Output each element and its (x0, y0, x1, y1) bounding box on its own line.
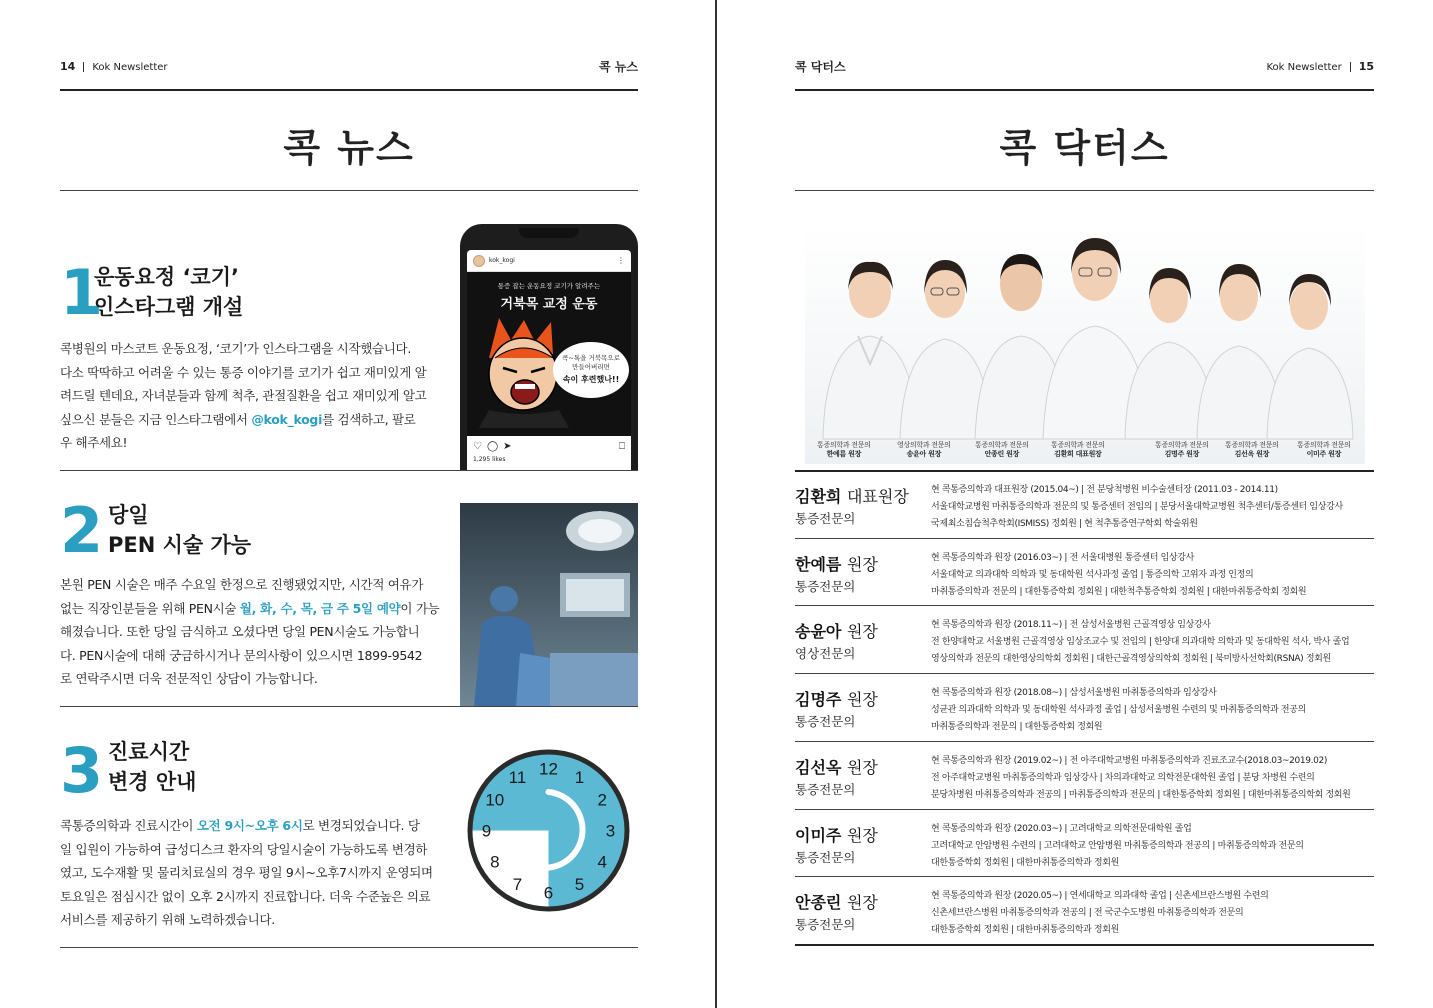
photo-caption (1297, 441, 1351, 459)
clock-number: 6 (543, 883, 554, 903)
photo-caption (817, 441, 871, 459)
headline-line: 당일 (108, 503, 149, 527)
career-line: 마취통증의학과 전문의 | 대한통증학회 정회원 (931, 722, 1103, 733)
caption-title: 통증의학과 전문의 (1297, 441, 1351, 449)
body-text: 였고, 도수재활 및 물리치료실의 경우 평일 9시~오후7시까지 운영되며 (60, 865, 433, 880)
photo-caption (975, 441, 1029, 459)
caption-name: 김선옥 원장 (1234, 450, 1270, 458)
body-text: 해졌습니다. 또한 당일 금식하고 오셨다면 당일 PEN시술도 가능합니 (60, 624, 420, 639)
clock-number: 12 (539, 759, 558, 779)
caption-title: 영상의학과 전문의 (897, 441, 951, 449)
doctor-rule (795, 538, 1374, 539)
right-page (795, 0, 1374, 1008)
clock-illustration (466, 748, 631, 913)
phone-screen (467, 250, 631, 471)
body-line (60, 361, 440, 385)
doctor-name-text: 한예름 (795, 554, 847, 574)
publication-name: Kok Newsletter (1266, 61, 1342, 73)
clock-number: 2 (597, 790, 607, 810)
doctor-name (795, 890, 878, 913)
career-line: 현 콕통증의학과 원장 (2020.05~) | 연세대학교 의과대학 졸업 | 신촌세브란스병원 수련의 (931, 891, 1269, 902)
career-line: 현 콕통증의학과 원장 (2018.11~) | 전 삼성서울병원 근골격영상 임상강사 (931, 620, 1211, 631)
doctor-rule (795, 741, 1374, 742)
body-text: 싶으신 분들은 지금 인스타그램에서 (60, 411, 252, 427)
avatar (473, 255, 485, 267)
photo-caption (1155, 441, 1209, 459)
body-line (60, 814, 442, 838)
publication-name: Kok Newsletter (92, 61, 168, 73)
clock-number: 1 (574, 767, 585, 787)
doctor-name-text: 김환희 (795, 487, 847, 506)
post-subtitle: 통증 잡는 운동요정 코기가 알려주는 (497, 282, 601, 290)
doctor-name (795, 755, 878, 778)
title-rule (795, 190, 1374, 191)
bubble-line: 콕~톡을 거북목으로 (562, 354, 620, 362)
header-rule (60, 89, 638, 91)
headline-line: 인스타그램 개설 (94, 295, 244, 319)
news-number: 3 (60, 734, 104, 807)
highlight-text: 오전 9시~오후 6시 (196, 818, 303, 833)
running-head (60, 56, 638, 76)
caption-name: 김명주 원장 (1164, 450, 1200, 458)
news-body (60, 337, 440, 455)
body-text: 없는 직장인분들을 위해 PEN시술 (60, 600, 240, 616)
doctor-name (795, 687, 878, 710)
career-line: 현 콕통증의학과 원장 (2018.08~) | 삼성서울병원 마취통증의학과 임상강사 (931, 688, 1217, 699)
instagram-post-image (467, 272, 631, 436)
body-text: 로 변경되었습니다. 당 (302, 818, 420, 833)
news-headline (108, 737, 196, 797)
doctor-rule (795, 673, 1374, 674)
doctor-role: 대표원장 (846, 487, 909, 506)
bubble-line: 속이 후련했나!! (562, 375, 620, 385)
highlight-text: @kok_kogi (251, 411, 323, 427)
section-label: 콕 뉴스 (599, 59, 638, 74)
career-line: 대한통증학회 정회원 | 대한마취통증의학과 정회원 (931, 857, 1119, 868)
doctors-group-photo (805, 224, 1365, 464)
doctor-rule (795, 809, 1374, 810)
page-folio (60, 60, 168, 73)
page-title: 콕 닥터스 (999, 126, 1170, 170)
doctor-role: 원장 (846, 893, 878, 913)
caption-name: 이미주 원장 (1306, 450, 1342, 458)
folio-divider (1350, 62, 1351, 72)
career-line: 분당차병원 마취통증의학과 전공의 | 마취통증의학과 전문의 | 대한통증학회 정회원 | 대한마취통증의학회 정회원 (931, 789, 1351, 800)
body-line (60, 667, 445, 691)
doctor-career (931, 888, 1374, 939)
career-line: 국제최소침습척추학회(ISMISS) 정회원 | 현 척추통증연구학회 학술위원 (931, 519, 1198, 529)
career-line: 전 한양대학교 서울병원 근골격영상 임상조교수 및 전임의 | 한양대 의과대학 의학과 및 동대학원 석사, 박사 졸업 (931, 637, 1350, 648)
body-line (60, 885, 442, 909)
body-text: 다. PEN시술에 대해 궁금하시거나 문의사항이 있으시면 1899-9542 (60, 647, 423, 663)
body-text: 콕병원의 마스코트 운동요정, ‘코기’가 인스타그램을 시작했습니다. (60, 341, 411, 356)
page-number: 15 (1358, 59, 1374, 73)
body-line (60, 573, 445, 597)
page-folio (1266, 60, 1374, 73)
career-line: 대한통증학회 정회원 | 대한마취통증의학과 정회원 (931, 925, 1119, 936)
doctor-career (931, 685, 1374, 736)
headline-line: PEN 시술 가능 (108, 533, 252, 557)
doctor-name (795, 619, 878, 642)
headline-line: 진료시간 (108, 740, 190, 764)
more-icon: ⋮ (617, 256, 625, 265)
headline-line: 운동요정 ‘코기’ (94, 265, 239, 289)
career-line: 현 콕통증의학과 원장 (2016.03~) | 전 서울대병원 통증센터 임상강사 (931, 552, 1194, 563)
body-text: 토요일은 점심시간 없이 오후 2시까지 진료합니다. 더욱 수준높은 의료 (60, 888, 431, 904)
body-line (60, 337, 440, 361)
body-line (60, 431, 440, 455)
clock-number: 11 (508, 767, 527, 787)
photo-caption (1051, 441, 1105, 459)
clock-number: 5 (574, 875, 585, 895)
career-line: 마취통증의학과 전문의 | 대한통증학회 정회원 | 대한척추통증학회 정회원 | 대한마취통증학회 정회원 (931, 586, 1307, 597)
clock-number: 8 (490, 852, 500, 872)
career-line: 성균관 의과대학 의학과 및 동대학원 석사과정 졸업 | 삼성서울병원 수련의 및 마취통증의학과 전공의 (931, 705, 1306, 716)
instagram-account: kok_kogi (489, 257, 515, 264)
doctor-career (931, 482, 1374, 533)
caption-title: 통증의학과 전문의 (1051, 441, 1105, 449)
section-label: 콕 닥터스 (795, 59, 846, 74)
doctor-role: 원장 (846, 757, 878, 777)
body-text: 려드릴 텐데요, 자녀분들과 함께 척추, 관절질환을 쉽고 재미있게 알고 (60, 388, 427, 403)
header-rule (795, 89, 1374, 91)
body-text: 를 검색하고, 팔로 (322, 411, 416, 427)
clock-number: 9 (481, 821, 492, 841)
career-line: 고려대학교 안암병원 수련의 | 고려대학교 안암병원 마취통증의학과 전공의 | 마취통증의학과 전문의 (931, 840, 1304, 851)
running-head (795, 56, 1374, 76)
doctor-role: 원장 (846, 554, 878, 574)
news-body (60, 573, 445, 691)
doctor-name (795, 823, 878, 846)
doctor-rule (795, 944, 1374, 946)
body-text: 서비스를 제공하기 위해 노력하겠습니다. (60, 912, 275, 927)
surgery-photo (460, 503, 638, 707)
instagram-actions (467, 436, 631, 456)
caption-name: 안종린 원장 (984, 450, 1020, 458)
career-line: 전 아주대학교병원 마취통증의학과 임상강사 | 차의과대학교 의학전문대학원 졸업 | 분당 차병원 수련의 (931, 772, 1315, 783)
body-text: 일 입원이 가능하여 급성디스크 환자의 당일시술이 가능하도록 변경하 (60, 841, 428, 857)
doctor-specialty: 영상전문의 (795, 646, 856, 662)
highlight-text: 월, 화, 수, 목, 금 주 5일 예약 (239, 600, 401, 616)
post-title: 거북목 교정 운동 (500, 297, 598, 312)
doctor-role: 원장 (846, 825, 878, 845)
body-line (60, 644, 445, 668)
doctor-name (795, 484, 909, 507)
instagram-phone-mockup (460, 224, 638, 471)
page-number: 14 (60, 59, 76, 73)
news-number: 2 (60, 494, 104, 567)
caption-name: 김환희 대표원장 (1054, 450, 1102, 458)
comment-icon[interactable]: ◯ (486, 440, 499, 452)
career-line: 영상의학과 전문의 대한영상의학회 정회원 | 대한근골격영상의학회 정회원 | 북미방사선학회(RSNA) 정회원 (931, 654, 1331, 665)
caption-title: 통증의학과 전문의 (1225, 441, 1279, 449)
doctor-name-text: 김선옥 (795, 757, 847, 777)
speech-bubble (553, 342, 629, 398)
doctor-specialty: 통증전문의 (795, 917, 856, 933)
doctor-name-text: 안종린 (795, 893, 847, 913)
headline-line: 변경 안내 (108, 770, 197, 794)
heart-icon[interactable]: ♡ (473, 440, 482, 452)
career-line: 서울대학교병원 마취통증의학과 전문의 및 통증센터 전임의 | 분당서울대학교병원 척추센터/통증센터 임상강사 (931, 502, 1343, 512)
body-text: 우 해주세요! (60, 435, 128, 450)
news-headline (94, 262, 243, 322)
news-number: 1 (60, 256, 104, 329)
doctor-rule (795, 876, 1374, 877)
doctor-rule (795, 470, 1374, 472)
doctor-name-text: 김명주 (795, 690, 847, 710)
news-body (60, 814, 442, 932)
caption-title: 통증의학과 전문의 (1155, 441, 1209, 449)
page-title: 콕 뉴스 (283, 126, 415, 170)
likes-count: 1,295 likes (473, 456, 506, 463)
body-line (60, 620, 445, 644)
doctor-career (931, 617, 1374, 668)
title-rule (60, 190, 638, 191)
bookmark-icon[interactable]: ⎕ (619, 440, 625, 452)
folio-divider (83, 62, 84, 72)
phone-notch (519, 228, 579, 238)
news-divider (60, 470, 638, 471)
caption-name: 송윤아 원장 (906, 450, 942, 458)
doctor-career (931, 550, 1374, 601)
doctor-specialty: 통증전문의 (795, 578, 856, 594)
clock-number: 4 (597, 852, 607, 872)
doctor-career (931, 821, 1374, 872)
doctor-name (795, 552, 878, 575)
doctor-role: 원장 (846, 690, 878, 710)
clock-number: 3 (605, 821, 616, 841)
body-text: 다소 딱딱하고 어려울 수 있는 통증 이야기를 코기가 쉽고 재미있게 알 (60, 364, 427, 380)
body-text: 본원 PEN 시술은 매주 수요일 한정으로 진행됐었지만, 시간적 여유가 (60, 577, 424, 592)
doctor-specialty: 통증전문의 (795, 511, 856, 526)
career-line: 현 콕통증의학과 대표원장 (2015.04~) | 전 분당척병원 비수술센터장 (2011.03 - 2014.11) (931, 485, 1278, 495)
career-line: 신촌세브란스병원 마취통증의학과 전공의 | 전 국군수도병원 마취통증의학과 전문의 (931, 908, 1244, 919)
caption-title: 통증의학과 전문의 (817, 441, 871, 449)
doctor-specialty: 통증전문의 (795, 849, 856, 865)
doctor-name-text: 송윤아 (795, 622, 847, 642)
photo-caption (1225, 441, 1279, 459)
news-headline (108, 500, 251, 560)
instagram-post-header (467, 250, 631, 272)
doctor-name-text: 이미주 (795, 825, 847, 845)
share-icon[interactable]: ➤ (503, 440, 512, 452)
doctor-specialty: 통증전문의 (795, 781, 856, 797)
body-text: 이 가능 (400, 600, 440, 616)
doctor-role: 원장 (846, 622, 878, 642)
career-line: 현 콕통증의학과 원장 (2020.03~) | 고려대학교 의학전문대학원 졸업 (931, 823, 1192, 834)
news-divider (60, 706, 638, 707)
career-line: 서울대학교 의과대학 의학과 및 동대학원 석사과정 졸업 | 통증의학 고위자 과정 인정의 (931, 569, 1254, 580)
caption-title: 통증의학과 전문의 (975, 441, 1029, 449)
doctor-rule (795, 605, 1374, 606)
news-divider (60, 947, 638, 948)
body-line (60, 597, 445, 621)
career-line: 현 콕통증의학과 원장 (2019.02~) | 전 아주대학교병원 마취통증의학과 진료조교수(2018.03~2019.02) (931, 755, 1328, 766)
body-line (60, 908, 442, 932)
body-line (60, 384, 440, 408)
clock-number: 10 (485, 790, 505, 810)
body-line (60, 408, 440, 432)
left-page (60, 0, 638, 1008)
doctor-specialty: 통증전문의 (795, 714, 856, 730)
body-line (60, 861, 442, 885)
body-line (60, 838, 442, 862)
body-text: 콕통증의학과 진료시간이 (60, 818, 197, 833)
page-spine (715, 0, 717, 1008)
bubble-line: 만들어버리면 (572, 363, 610, 372)
body-text: 로 연락주시면 더욱 전문적인 상담이 가능합니다. (60, 671, 318, 686)
clock-number: 7 (512, 875, 523, 895)
doctor-career (931, 753, 1374, 804)
caption-name: 한예름 원장 (826, 450, 862, 458)
photo-caption (897, 441, 951, 459)
